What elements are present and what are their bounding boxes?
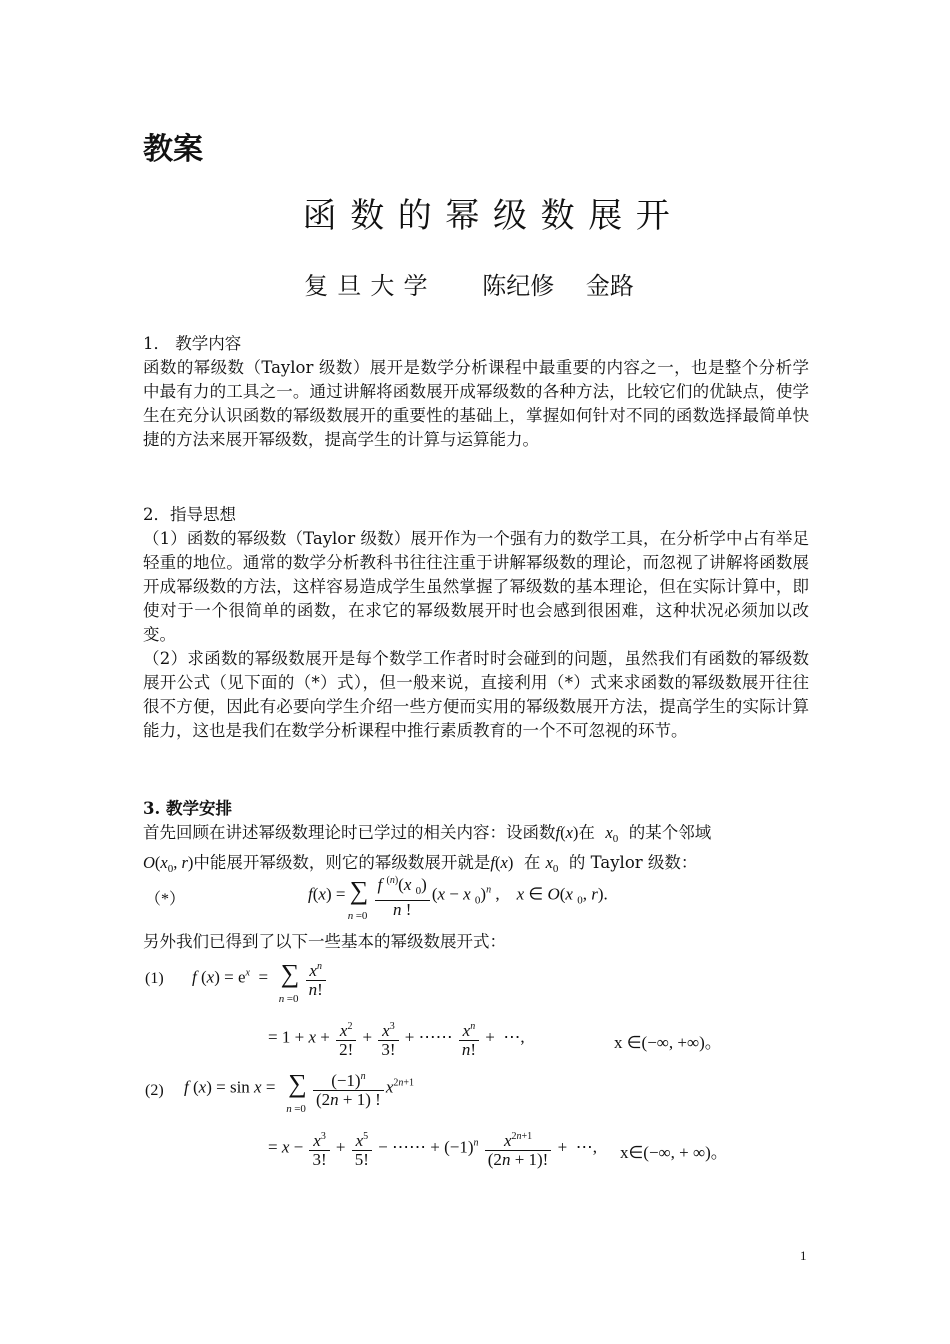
page-number: 1 xyxy=(800,1248,807,1263)
sin-series-formula: f (x) = sin x = ∑ n =0 $\frac{(-1)^n}{(2n + 1) !}$ $x^{2n+1}$ xyxy=(184,1069,415,1116)
formula-label: (1) xyxy=(145,970,164,987)
section-paragraph: （1）函数的幂级数（Taylor 级数）展开作为一个强有力的数学工具，在分析学中占有举足轻重的地位。通常的数学分析教科书往往注重于讲解幂级数的理论，而忽视了讲解将函数展开成幂级数的方法，这样容易造成学生虽然掌握了幂级数的基本理论，但在实际计算中，即使对于一个很简单的函数，在求它的幂级数展开时也会感到很困难，这种状况必须加以改变。 xyxy=(143,529,809,644)
formula-star-label: （*） xyxy=(145,891,186,908)
exp-domain: x ∈(−∞, +∞)。 xyxy=(614,1033,722,1052)
section-body: 函数的幂级数（Taylor 级数）展开是数学分析课程中最重要的内容之一，也是整个分析学中最有力的工具之一。通过讲解将函数展开成幂级数的各种方法，比较它们的优缺点，使学生在充分认识函数的幂级数展开的重要性的基础上，掌握如何针对不同的函数选择最简单快捷的方法来展开幂级数，提高学生的计算与运算能力。 xyxy=(143,358,809,449)
exp-series-formula: f $(x) = e^x$ = ∑ n =0 $\frac{x^n}{n!}$ xyxy=(192,958,328,999)
author-name: 陈纪修 xyxy=(482,272,555,300)
author-line xyxy=(0,266,950,301)
university-name: 复旦大学 xyxy=(304,272,437,300)
section-arrangement xyxy=(143,797,809,881)
taylor-formula: f(x) = ∑ n =0 $\frac{f ^{(n)}(x _0)}{n !}$ (x − x $_0$)$^n$ , x ∈ O(x $_0$, r). xyxy=(308,872,608,919)
section-teaching-content xyxy=(143,332,809,452)
section-heading: 3. 教学安排 xyxy=(143,799,232,818)
section-paragraph: （2）求函数的幂级数展开是每个数学工作者时时会碰到的问题，虽然我们有函数的幂级数展开公式（见下面的（*）式），但一般来说，直接利用（*）式来求函数的幂级数展开往往很不方便，因此有必要向学生介绍一些方便而实用的幂级数展开方法，提高学生的实际计算能力，这也是我们在数学分析课程中推行素质教育的一个不可忽视的环节。 xyxy=(143,649,809,740)
section-guiding-thought xyxy=(143,503,809,743)
section-heading: 1． 教学内容 xyxy=(143,334,242,353)
section-intro: 首先回顾在讲述幂级数理论时已学过的相关内容：设函数f(x)在 $x_0$ 的某个邻域 $O(x_0$, r)中能展开幂级数，则它的幂级数展开就是f(x) 在 $x_0$ 的 Taylor 级数： xyxy=(143,823,712,875)
header-title: 教案 xyxy=(143,132,203,167)
basic-expansions-intro: 另外我们已得到了以下一些基本的幂级数展开式： xyxy=(143,932,506,951)
sin-domain: x∈(−∞, + ∞)。 xyxy=(620,1143,728,1162)
author-name: 金路 xyxy=(585,272,634,300)
exp-series-expanded: = 1 + x + $\frac{x^2}{2!}$ + $\frac{x^3}{3!}$ + ⋯⋯ $\frac{x^n}{n!}$ + ⋯, xyxy=(268,1018,525,1059)
section-heading: 2．指导思想 xyxy=(143,505,236,524)
formula-label: (2) xyxy=(145,1082,164,1099)
document-title: 函数的幂级数展开 xyxy=(302,196,684,236)
sin-series-expanded: = x − $\frac{x^3}{3!}$ + $\frac{x^5}{5!}$ − ⋯⋯ + $(-1)^n$ $\frac{x^{2n+1}}{(2n + 1)!}$ + ⋯, xyxy=(268,1128,597,1169)
